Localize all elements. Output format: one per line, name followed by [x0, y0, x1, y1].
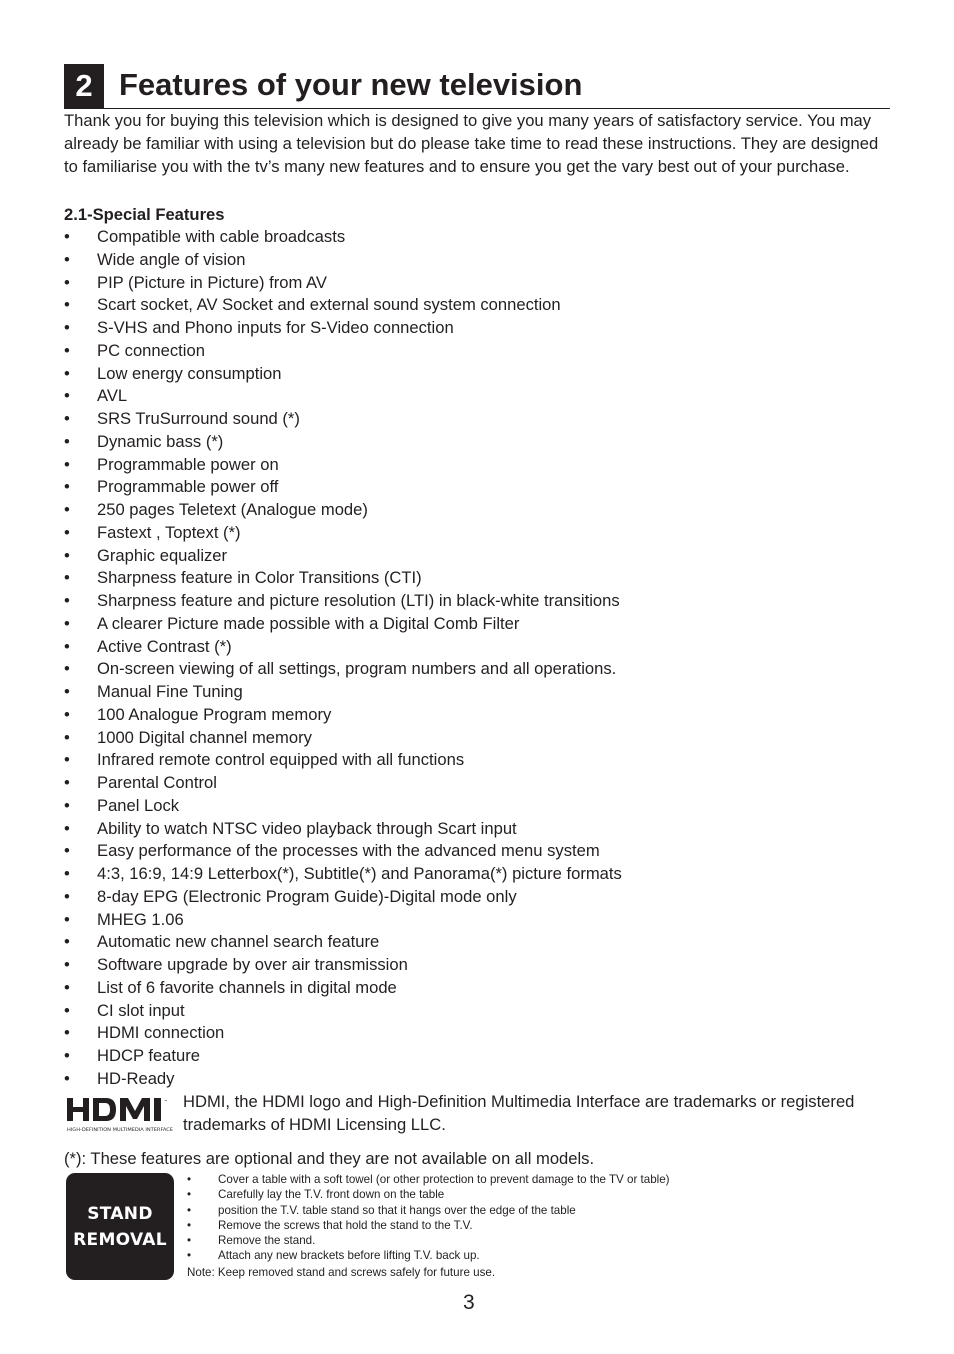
- feature-list-item: • Dynamic bass (*): [64, 431, 894, 454]
- stand-removal-steps: [187, 1172, 670, 1264]
- feature-list-item: • Panel Lock: [64, 795, 894, 818]
- feature-list-item: • HDCP feature: [64, 1045, 894, 1068]
- feature-list-item: • Graphic equalizer: [64, 545, 894, 568]
- stand-removal-badge-line2: REMOVAL: [73, 1229, 167, 1250]
- feature-list-item: • Active Contrast (*): [64, 636, 894, 659]
- special-features-heading: 2.1-Special Features: [64, 205, 225, 224]
- page-number: 3: [463, 1291, 475, 1314]
- feature-list-item: • 250 pages Teletext (Analogue mode): [64, 499, 894, 522]
- stand-removal-step: • Attach any new brackets before lifting T.V. back up.: [187, 1248, 670, 1263]
- stand-removal-step: • position the T.V. table stand so that it hangs over the edge of the table: [187, 1203, 670, 1218]
- feature-list-item: • AVL: [64, 385, 894, 408]
- feature-list-item: • 4:3, 16:9, 14:9 Letterbox(*), Subtitle(*) and Panorama(*) picture formats: [64, 863, 894, 886]
- feature-list-item: • HDMI connection: [64, 1022, 894, 1045]
- section-header: [64, 62, 890, 109]
- stand-removal-badge-line1: STAND: [87, 1203, 153, 1224]
- feature-list-item: • Programmable power on: [64, 454, 894, 477]
- svg-text:HIGH-DEFINITION MULTIMEDIA INT: HIGH-DEFINITION MULTIMEDIA INTERFACE: [67, 1127, 174, 1132]
- feature-list-item: • Parental Control: [64, 772, 894, 795]
- stand-removal-badge: [66, 1173, 174, 1280]
- stand-removal-step: • Cover a table with a soft towel (or other protection to prevent damage to the TV or table): [187, 1172, 670, 1187]
- feature-list-item: • Compatible with cable broadcasts: [64, 226, 894, 249]
- special-features-list: [64, 226, 894, 1091]
- feature-list-item: • SRS TruSurround sound (*): [64, 408, 894, 431]
- feature-list-item: • S-VHS and Phono inputs for S-Video connection: [64, 317, 894, 340]
- feature-list-item: • 100 Analogue Program memory: [64, 704, 894, 727]
- feature-list-item: • PC connection: [64, 340, 894, 363]
- feature-list-item: • On-screen viewing of all settings, program numbers and all operations.: [64, 658, 894, 681]
- hdmi-logo: [66, 1095, 182, 1135]
- stand-removal-step: • Carefully lay the T.V. front down on the table: [187, 1187, 670, 1202]
- feature-list-item: • 8-day EPG (Electronic Program Guide)-Digital mode only: [64, 886, 894, 909]
- feature-list-item: • List of 6 favorite channels in digital mode: [64, 977, 894, 1000]
- feature-list-item: • Sharpness feature and picture resolution (LTI) in black-white transitions: [64, 590, 894, 613]
- feature-list-item: • Easy performance of the processes with the advanced menu system: [64, 840, 894, 863]
- feature-list-item: • Sharpness feature in Color Transitions (CTI): [64, 567, 894, 590]
- feature-list-item: • PIP (Picture in Picture) from AV: [64, 272, 894, 295]
- stand-removal-note: Note: Keep removed stand and screws safely for future use.: [187, 1266, 496, 1279]
- feature-list-item: • Ability to watch NTSC video playback through Scart input: [64, 818, 894, 841]
- feature-list-item: • Fastext , Toptext (*): [64, 522, 894, 545]
- svg-text:™: ™: [164, 1099, 168, 1104]
- hdmi-trademark-note: HDMI, the HDMI logo and High-Definition Multimedia Interface are trademarks or registered trademarks of HDMI Licensing LLC.: [183, 1092, 855, 1134]
- stand-removal-step: • Remove the stand.: [187, 1233, 670, 1248]
- section-number: 2: [64, 64, 104, 108]
- feature-list-item: • 1000 Digital channel memory: [64, 727, 894, 750]
- feature-list-item: • Wide angle of vision: [64, 249, 894, 272]
- feature-list-item: • Manual Fine Tuning: [64, 681, 894, 704]
- page-title: Features of your new television: [119, 67, 583, 102]
- feature-list-item: • MHEG 1.06: [64, 909, 894, 932]
- feature-list-item: • Programmable power off: [64, 476, 894, 499]
- optional-features-note: (*): These features are optional and they are not available on all models.: [64, 1149, 595, 1168]
- feature-list-item: • Scart socket, AV Socket and external sound system connection: [64, 294, 894, 317]
- feature-list-item: • Infrared remote control equipped with all functions: [64, 749, 894, 772]
- feature-list-item: • A clearer Picture made possible with a Digital Comb Filter: [64, 613, 894, 636]
- feature-list-item: • HD-Ready: [64, 1068, 894, 1091]
- feature-list-item: • CI slot input: [64, 1000, 894, 1023]
- feature-list-item: • Automatic new channel search feature: [64, 931, 894, 954]
- feature-list-item: • Low energy consumption: [64, 363, 894, 386]
- intro-paragraph: Thank you for buying this television which is designed to give you many years of satisfactory service. You may already be familiar with using a television but do please take time to read these instructions. They are designed to familiarise you with the tv’s many new features and to ensure you get the vary best out of your purchase.: [64, 111, 879, 176]
- feature-list-item: • Software upgrade by over air transmission: [64, 954, 894, 977]
- stand-removal-step: • Remove the screws that hold the stand to the T.V.: [187, 1218, 670, 1233]
